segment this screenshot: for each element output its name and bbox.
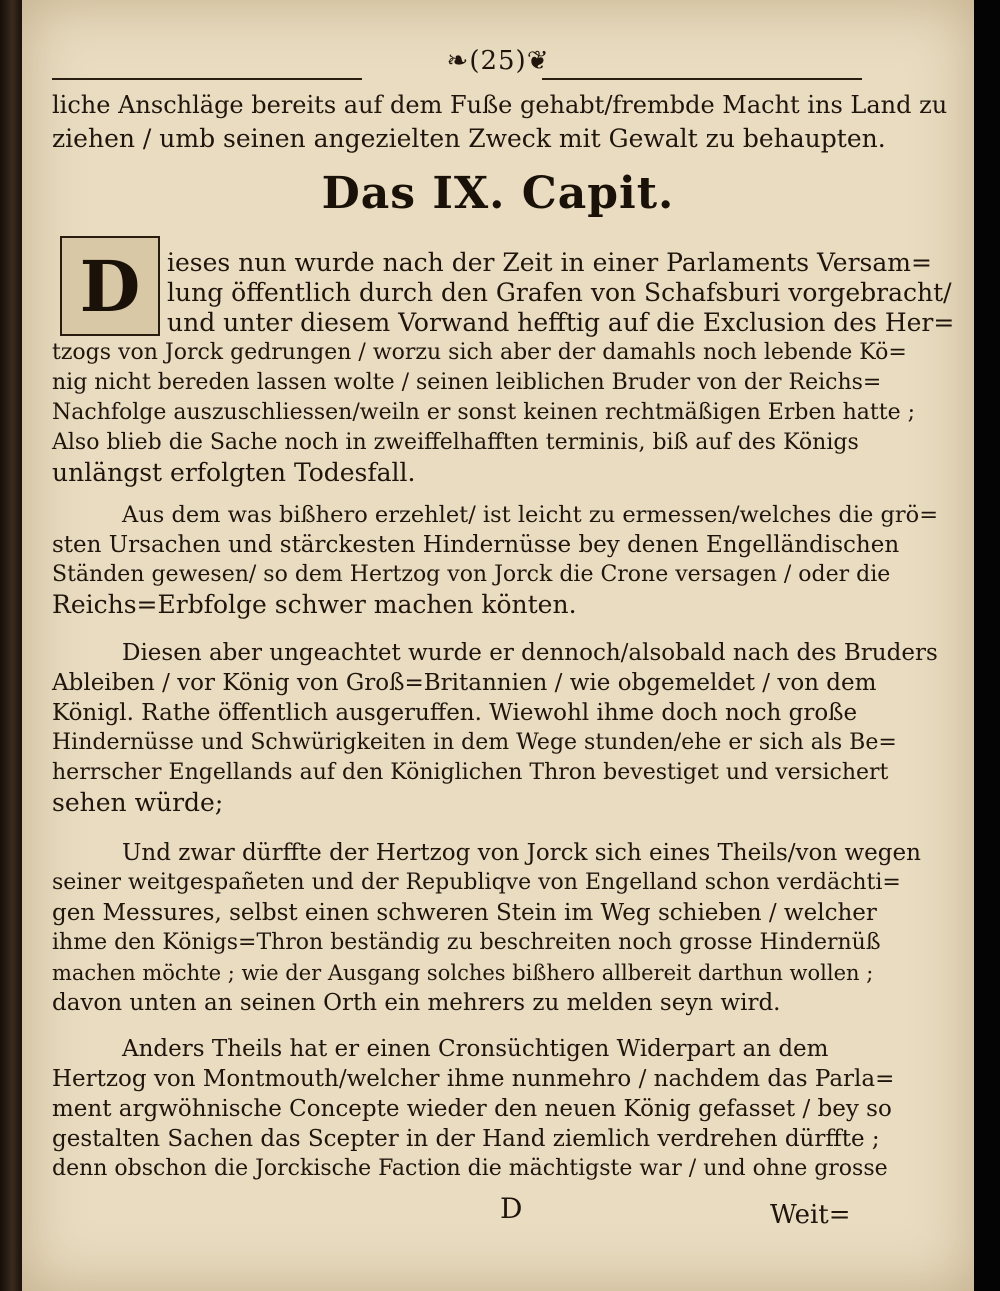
text-line: Königl. Rathe öffentlich ausgeruffen. Wiewohl ihme doch noch große [52,700,858,726]
text-line: Hertzog von Montmouth/welcher ihme nunmehro / nachdem das Parla= [52,1066,895,1092]
text-line: Diesen aber ungeachtet wurde er dennoch/alsobald nach des Bruders [122,640,938,666]
text-line: Anders Theils hat er einen Cronsüchtigen Widerpart an dem [122,1036,829,1062]
text-line: seiner weitgespañeten und der Republiqve von Engelland schon verdächti= [52,870,901,895]
text-line: ziehen / umb seinen angezielten Zweck mit Gewalt zu behaupten. [52,124,886,153]
chapter-title: Das IX. Capit. [321,168,675,219]
ornament-left-icon: ❧ [446,46,470,76]
text-line: unlängst erfolgten Todesfall. [52,458,416,487]
book-gutter [0,0,22,1291]
text-line: gestalten Sachen das Scepter in der Hand ziemlich verdrehen dürffte ; [52,1126,880,1152]
signature-mark: D [500,1192,523,1225]
text-line: Nachfolge auszuschliessen/weiln er sonst keinen rechtmäßigen Erben hatte ; [52,400,916,425]
text-line: lung öffentlich durch den Grafen von Schafsburi vorgebracht/ [167,278,952,307]
drop-cap: D [60,236,160,336]
ornament-right-icon: ❦ [526,46,550,76]
text-line: denn obschon die Jorckische Faction die mächtigste war / und ohne grosse [52,1156,888,1181]
page-edge-shadow [974,0,1000,1291]
text-line: davon unten an seinen Orth ein mehrers zu melden seyn wird. [52,990,781,1016]
text-line: Und zwar dürffte der Hertzog von Jorck sich eines Theils/von wegen [122,840,921,866]
text-line: liche Anschläge bereits auf dem Fuße gehabt/frembde Macht ins Land zu [52,91,948,119]
text-line: machen möchte ; wie der Ausgang solches bißhero allbereit darthun wollen ; [52,961,874,985]
text-line: gen Messures, selbst einen schweren Stein im Weg schieben / welcher [52,900,877,926]
text-line: und unter diesem Vorwand hefftig auf die Exclusion des Her= [167,308,955,337]
text-line: Ableiben / vor König von Groß=Britannien / wie obgemeldet / von dem [52,670,877,696]
text-line: sten Ursachen und stärckesten Hindernüsse bey denen Engelländischen [52,532,900,558]
text-line: ihme den Königs=Thron beständig zu beschreiten noch grosse Hindernüß [52,930,881,955]
text-line: nig nicht bereden lassen wolte / seinen leiblichen Bruder von der Reichs= [52,370,882,395]
header-rule-right [542,78,862,80]
text-line: sehen würde; [52,788,224,817]
text-line: Ständen gewesen/ so dem Hertzog von Jorck die Crone versagen / oder die [52,562,891,587]
text-line: ieses nun wurde nach der Zeit in einer Parlaments Versam= [167,248,932,277]
text-line: ment argwöhnische Concepte wieder den neuen König gefasset / bey so [52,1096,892,1122]
text-line: Reichs=Erbfolge schwer machen könten. [52,590,577,619]
text-line: Also blieb die Sache noch in zweiffelhafften terminis, biß auf des Königs [52,430,859,455]
page-number-text: (25) [469,46,527,76]
text-line: Hindernüsse und Schwürigkeiten in dem Wege stunden/ehe er sich als Be= [52,730,897,755]
header-rule-left [52,78,362,80]
book-page [22,0,974,1291]
page-number [22,46,974,76]
text-line: Aus dem was bißhero erzehlet/ ist leicht zu ermessen/welches die grö= [122,502,939,528]
text-line: herrscher Engellands auf den Königlichen Thron bevestiget und versichert [52,760,889,785]
catchword: Weit= [770,1200,851,1230]
text-line: tzogs von Jorck gedrungen / worzu sich aber der damahls noch lebende Kö= [52,340,907,365]
